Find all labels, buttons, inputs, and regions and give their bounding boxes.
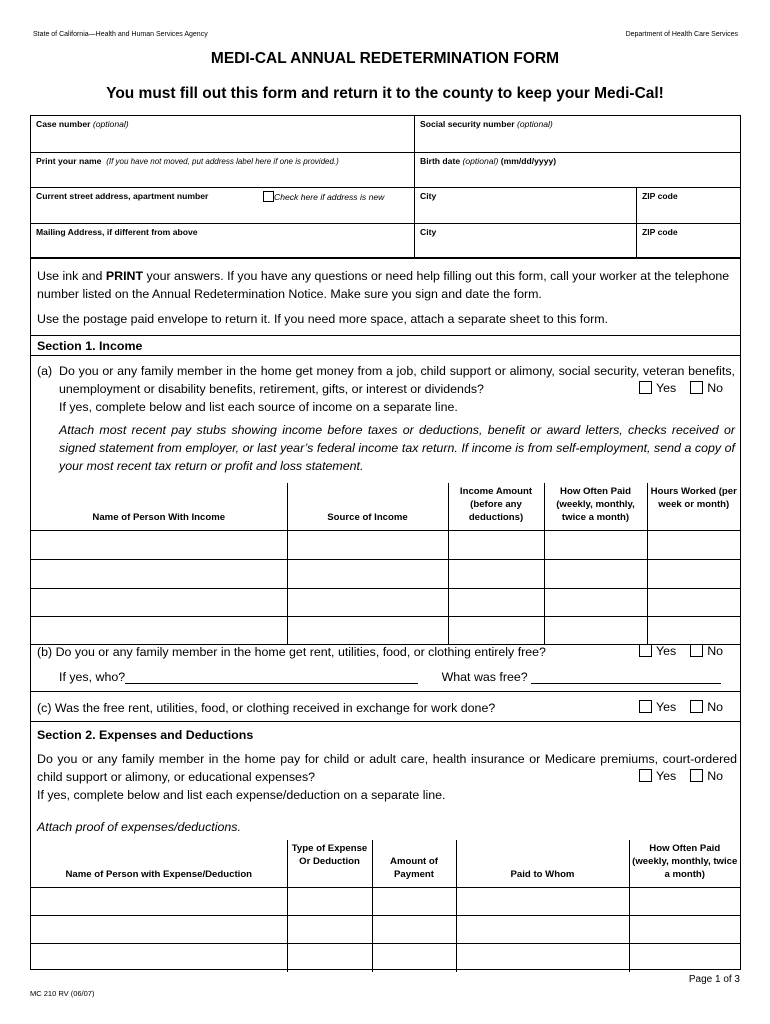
- ssn-note: (optional): [516, 119, 553, 129]
- yes-label: Yes: [656, 769, 677, 783]
- col-header: Source of Income: [287, 483, 448, 531]
- table-row: [31, 916, 740, 944]
- table-cell[interactable]: [629, 888, 740, 916]
- street-address-field[interactable]: [31, 188, 414, 223]
- no-label: No: [707, 769, 724, 783]
- agency-right: Department of Health Care Services: [625, 31, 738, 38]
- table-cell[interactable]: [456, 888, 629, 916]
- case-number-field[interactable]: [31, 116, 414, 152]
- table-cell[interactable]: [448, 617, 544, 645]
- q-b-text: (b) Do you or any family member in the home get rent, utilities, food, or clothing entirely free?: [37, 645, 546, 659]
- mailing-city-field[interactable]: [414, 224, 636, 258]
- table-cell[interactable]: [456, 916, 629, 944]
- q-a-label: (a): [37, 364, 53, 378]
- q-c-answer: [639, 700, 723, 714]
- section2-attach-note: Attach proof of expenses/deductions.: [37, 820, 241, 834]
- print-name-label: Print your name: [36, 156, 102, 166]
- q-c-no-checkbox[interactable]: [690, 700, 703, 713]
- table-cell[interactable]: [372, 916, 456, 944]
- table-cell[interactable]: [287, 560, 448, 589]
- agency-left: State of California—Health and Human Services Agency: [33, 31, 208, 38]
- mailing-city-label: City: [420, 227, 437, 237]
- page-number: Page 1 of 3: [688, 974, 740, 985]
- table-row: [31, 589, 740, 617]
- street-address-label: Current street address, apartment number: [36, 191, 209, 201]
- q-b-what-input[interactable]: [531, 671, 721, 684]
- q-b-what-label: What was free?: [441, 670, 528, 684]
- s2-yes-checkbox[interactable]: [639, 769, 652, 782]
- instructions-text-2: your answers. If you have any questions or need help filling out this form, call your worker at the telephone number listed on the Annual Redetermination Notice. Make sure you sign and date the form.: [37, 269, 730, 301]
- divider: [31, 691, 740, 692]
- yes-label: Yes: [656, 700, 677, 714]
- table-row: [31, 617, 740, 645]
- table-cell[interactable]: [372, 888, 456, 916]
- field-row-4: [31, 223, 740, 258]
- city-label: City: [420, 191, 437, 201]
- col-header: Hours Worked (per week or month): [647, 483, 740, 531]
- col-header: Income Amount (before any deductions): [448, 483, 544, 531]
- table-cell[interactable]: [287, 944, 372, 972]
- q-a-followup: If yes, complete below and list each source of income on a separate line.: [59, 400, 458, 414]
- q-a-no-checkbox[interactable]: [690, 381, 703, 394]
- table-cell[interactable]: [647, 560, 740, 589]
- zip-label: ZIP code: [642, 191, 678, 201]
- col-header: Name of Person With Income: [31, 483, 287, 531]
- section2-answer: [639, 769, 723, 783]
- table-cell[interactable]: [629, 944, 740, 972]
- field-row-3: [31, 187, 740, 223]
- table-cell[interactable]: [31, 531, 287, 560]
- section2-heading: Section 2. Expenses and Deductions: [37, 728, 254, 742]
- print-name-field[interactable]: [31, 153, 414, 187]
- q-b-answer: [639, 644, 723, 658]
- table-cell[interactable]: [448, 589, 544, 617]
- form-id: MC 210 RV (06/07): [30, 989, 95, 998]
- yes-label: Yes: [656, 381, 677, 395]
- birth-date-field[interactable]: [414, 153, 740, 187]
- instructions-1: [37, 268, 737, 304]
- mailing-zip-label: ZIP code: [642, 227, 678, 237]
- mailing-zip-field[interactable]: [636, 224, 740, 258]
- identification-fields: [30, 115, 741, 258]
- divider: [31, 721, 740, 722]
- mailing-address-field[interactable]: [31, 224, 414, 258]
- birth-date-note: (optional): [462, 156, 499, 166]
- q-c-text: (c) Was the free rent, utilities, food, or clothing received in exchange for work done?: [37, 701, 496, 715]
- checkbox-icon[interactable]: [263, 191, 274, 202]
- income-table: [31, 483, 740, 645]
- print-name-note: (If you have not moved, put address label here if one is provided.): [106, 157, 339, 166]
- q-a-attach-note: Attach most recent pay stubs showing income before taxes or deductions, benefit or award letters, checks received or signed statement from employer, or last year’s federal income tax return. If income is from self-employment, send a copy of your most recent tax return or profit and loss statement.: [59, 423, 735, 473]
- divider: [31, 335, 740, 336]
- col-header: Type of Expense Or Deduction: [287, 840, 372, 888]
- form-body: [30, 258, 741, 970]
- q-b-who-row: [59, 669, 759, 687]
- city-field[interactable]: [414, 188, 636, 223]
- table-cell[interactable]: [31, 560, 287, 589]
- table-cell[interactable]: [287, 589, 448, 617]
- q-a-yes-checkbox[interactable]: [639, 381, 652, 394]
- col-header: Name of Person with Expense/Deduction: [31, 840, 287, 888]
- table-row: [31, 944, 740, 972]
- ssn-label: Social security number: [420, 119, 515, 129]
- table-cell[interactable]: [372, 944, 456, 972]
- table-cell[interactable]: [31, 617, 287, 645]
- table-cell[interactable]: [31, 916, 287, 944]
- q-b-who-input[interactable]: [125, 671, 418, 684]
- yes-label: Yes: [656, 644, 677, 658]
- case-number-note: (optional): [92, 119, 129, 129]
- instructions-print: PRINT: [105, 269, 144, 283]
- table-row: [31, 531, 740, 560]
- table-row: [31, 560, 740, 589]
- table-cell[interactable]: [544, 589, 647, 617]
- q-c-yes-checkbox[interactable]: [639, 700, 652, 713]
- form-title: MEDI-CAL ANNUAL REDETERMINATION FORM: [210, 50, 560, 67]
- col-header: Amount of Payment: [372, 840, 456, 888]
- table-cell[interactable]: [647, 589, 740, 617]
- table-cell[interactable]: [456, 944, 629, 972]
- field-row-2: [31, 152, 740, 187]
- birth-date-format: (mm/dd/yyyy): [500, 156, 557, 166]
- table-cell[interactable]: [287, 617, 448, 645]
- table-cell[interactable]: [287, 888, 372, 916]
- case-number-label: Case number: [36, 119, 91, 129]
- table-cell[interactable]: [647, 531, 740, 560]
- table-cell[interactable]: [544, 531, 647, 560]
- table-cell[interactable]: [31, 888, 287, 916]
- col-header: Paid to Whom: [456, 840, 629, 888]
- table-cell[interactable]: [287, 916, 372, 944]
- no-label: No: [707, 700, 724, 714]
- table-cell[interactable]: [544, 617, 647, 645]
- ssn-field[interactable]: [414, 116, 740, 152]
- instructions-2: Use the postage paid envelope to return it. If you need more space, attach a separate sheet to this form.: [37, 312, 608, 326]
- q-b-no-checkbox[interactable]: [690, 644, 703, 657]
- q-a-answer: [639, 381, 723, 395]
- s2-no-checkbox[interactable]: [690, 769, 703, 782]
- instructions-text: Use ink and: [37, 269, 106, 283]
- table-cell[interactable]: [544, 560, 647, 589]
- q-a-text: Do you or any family member in the home get money from a job, child support or alimony, social security, veteran benefits, unemployment or disability benefits, retirement, gifts, or interest or dividends?: [59, 364, 735, 396]
- field-row-1: [31, 116, 740, 152]
- table-cell[interactable]: [647, 617, 740, 645]
- table-cell[interactable]: [629, 916, 740, 944]
- section2-followup: If yes, complete below and list each expense/deduction on a separate line.: [37, 788, 446, 802]
- expense-table: [31, 840, 740, 972]
- mailing-address-label: Mailing Address, if different from above: [36, 227, 198, 237]
- table-cell[interactable]: [448, 531, 544, 560]
- col-header: How Often Paid (weekly, monthly, twice a month): [544, 483, 647, 531]
- zip-field[interactable]: [636, 188, 740, 223]
- q-b-who-label: If yes, who?: [59, 670, 126, 684]
- no-label: No: [707, 381, 724, 395]
- section1-heading: Section 1. Income: [37, 339, 143, 353]
- no-label: No: [707, 644, 724, 658]
- divider: [31, 355, 740, 356]
- table-cell[interactable]: [31, 589, 287, 617]
- form-subtitle: You must fill out this form and return it to the county to keep your Medi-Cal!: [106, 85, 664, 102]
- new-address-check[interactable]: [263, 191, 384, 202]
- table-row: [31, 888, 740, 916]
- table-cell[interactable]: [448, 560, 544, 589]
- new-address-label: Check here if address is new: [274, 192, 385, 202]
- table-cell[interactable]: [287, 531, 448, 560]
- section2-question: Do you or any family member in the home pay for child or adult care, health insurance or Medicare premiums, court-ordered child support or alimony, or educational expenses?: [37, 752, 737, 784]
- col-header: How Often Paid (weekly, monthly, twice a month): [629, 840, 740, 888]
- q-b-yes-checkbox[interactable]: [639, 644, 652, 657]
- table-cell[interactable]: [31, 944, 287, 972]
- birth-date-label: Birth date: [420, 156, 461, 166]
